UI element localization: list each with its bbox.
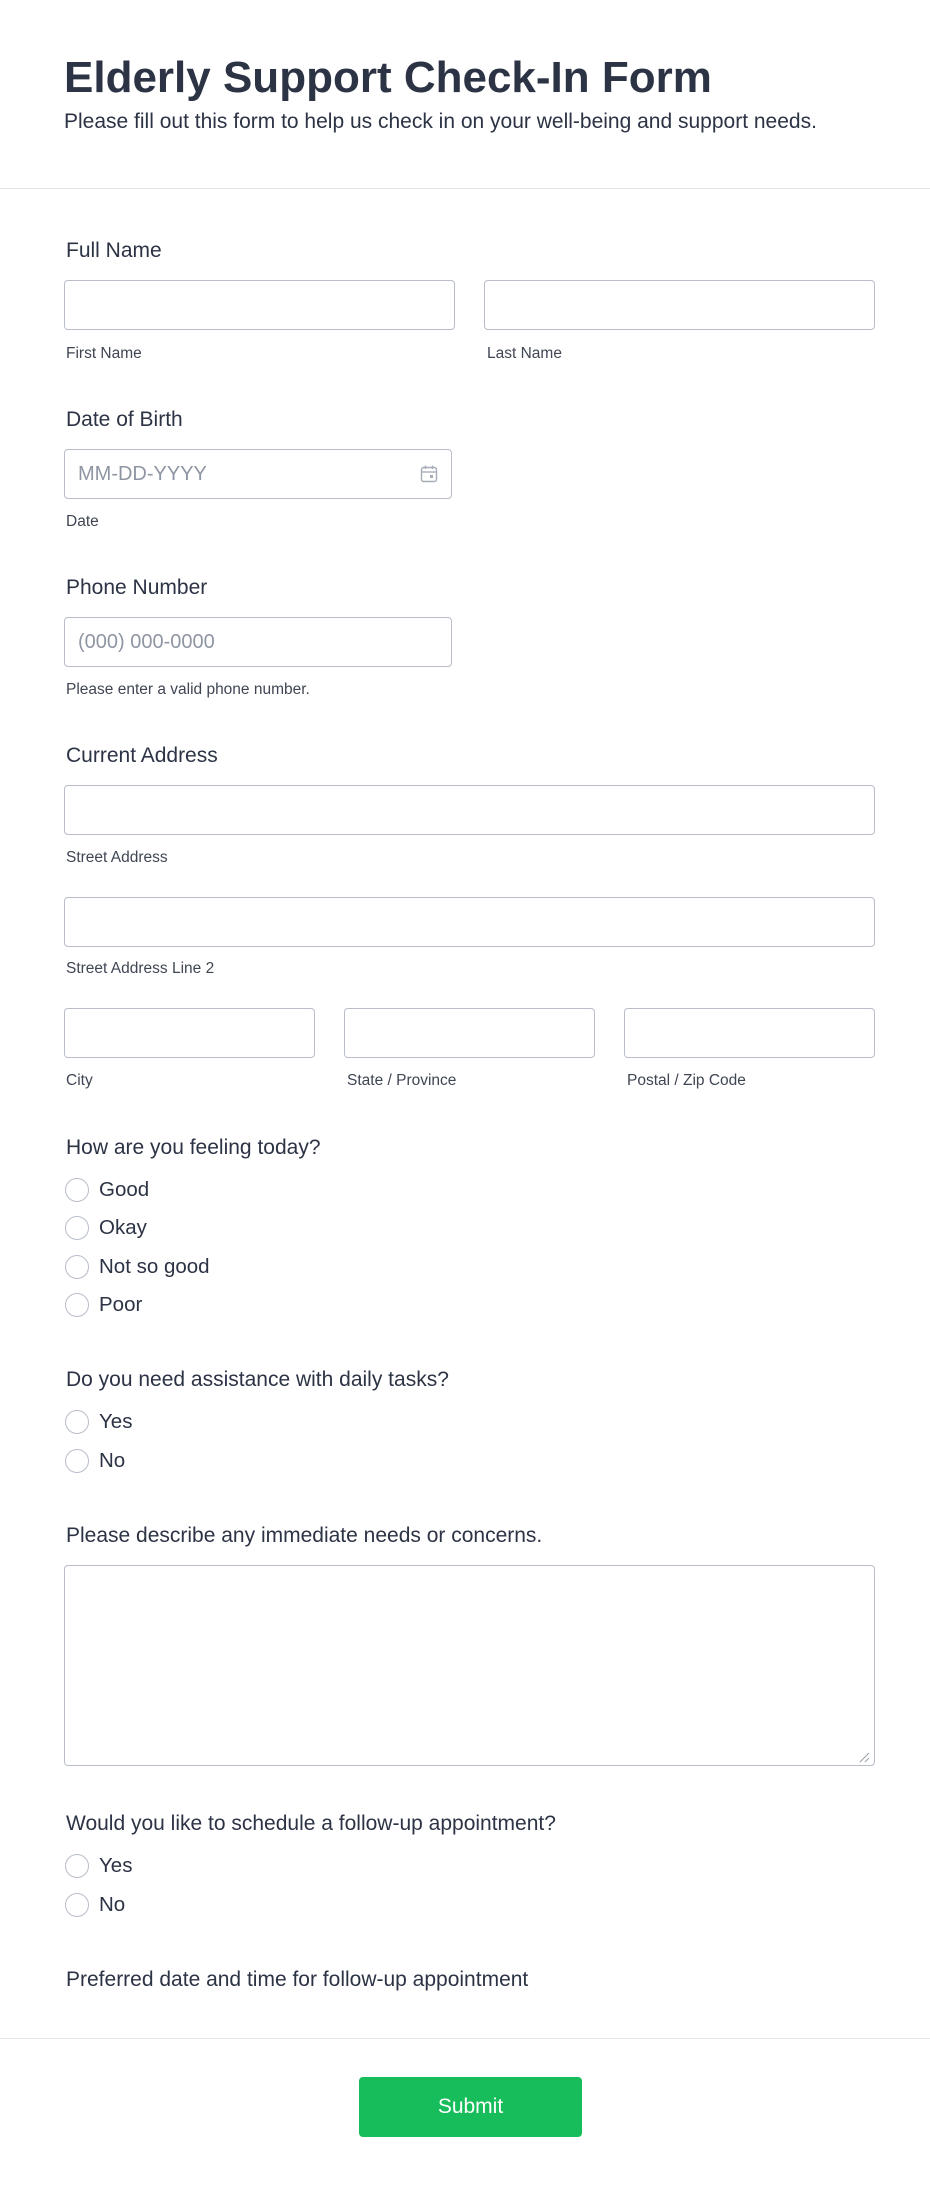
calendar-icon[interactable] (419, 464, 439, 484)
radio-label: Okay (99, 1216, 147, 1239)
first-name-sublabel: First Name (66, 345, 142, 362)
followup-label: Would you like to schedule a follow-up appointment? (66, 1812, 556, 1835)
radio-label: No (99, 1449, 126, 1472)
form-title: Elderly Support Check-In Form (64, 53, 712, 102)
state-sublabel: State / Province (347, 1072, 457, 1089)
radio-label: Yes (99, 1854, 133, 1877)
address-label: Current Address (66, 744, 218, 767)
preferred-label: Preferred date and time for follow-up appointment (66, 1968, 529, 1991)
radio-circle[interactable] (65, 1293, 89, 1317)
footer-divider (0, 2038, 930, 2039)
phone-sublabel: Please enter a valid phone number. (66, 681, 310, 698)
city-input[interactable] (64, 1008, 315, 1058)
street-address-sublabel: Street Address (66, 849, 168, 866)
form-header (0, 0, 930, 189)
form-subtitle: Please fill out this form to help us check in on your well-being and support needs. (64, 110, 817, 133)
feeling-option-poor[interactable] (64, 1290, 142, 1320)
radio-circle[interactable] (65, 1178, 89, 1202)
street-address-input[interactable] (64, 785, 875, 835)
street-address-2-sublabel: Street Address Line 2 (66, 960, 215, 977)
radio-circle[interactable] (65, 1893, 89, 1917)
radio-circle[interactable] (65, 1216, 89, 1240)
dob-input[interactable] (64, 449, 452, 499)
zip-sublabel: Postal / Zip Code (627, 1072, 746, 1089)
radio-circle[interactable] (65, 1854, 89, 1878)
radio-circle[interactable] (65, 1255, 89, 1279)
phone-label: Phone Number (66, 576, 208, 599)
dob-label: Date of Birth (66, 408, 183, 431)
state-input[interactable] (344, 1008, 595, 1058)
assistance-option-no[interactable] (64, 1446, 125, 1476)
full-name-label: Full Name (66, 239, 162, 262)
phone-input[interactable] (64, 617, 452, 667)
last-name-input[interactable] (484, 280, 875, 330)
radio-label: Not so good (99, 1255, 210, 1278)
street-address-2-input[interactable] (64, 897, 875, 947)
radio-label: Yes (99, 1410, 133, 1433)
needs-label: Please describe any immediate needs or concerns. (66, 1524, 543, 1547)
zip-input[interactable] (624, 1008, 875, 1058)
needs-textarea[interactable] (64, 1565, 875, 1766)
radio-circle[interactable] (65, 1410, 89, 1434)
followup-option-no[interactable] (64, 1890, 125, 1920)
feeling-option-okay[interactable] (64, 1213, 147, 1243)
feeling-option-not-so-good[interactable] (64, 1252, 210, 1282)
followup-option-yes[interactable] (64, 1851, 132, 1881)
last-name-sublabel: Last Name (487, 345, 562, 362)
assistance-label: Do you need assistance with daily tasks? (66, 1368, 449, 1391)
radio-label: Poor (99, 1293, 143, 1316)
submit-button[interactable]: Submit (359, 2077, 582, 2137)
feeling-label: How are you feeling today? (66, 1136, 321, 1159)
first-name-input[interactable] (64, 280, 455, 330)
feeling-option-good[interactable] (64, 1175, 149, 1205)
radio-circle[interactable] (65, 1449, 89, 1473)
resize-handle-icon[interactable] (858, 1751, 870, 1763)
radio-label: Good (99, 1178, 150, 1201)
city-sublabel: City (66, 1072, 93, 1089)
dob-sublabel: Date (66, 513, 99, 530)
assistance-option-yes[interactable] (64, 1407, 132, 1437)
radio-label: No (99, 1893, 126, 1916)
